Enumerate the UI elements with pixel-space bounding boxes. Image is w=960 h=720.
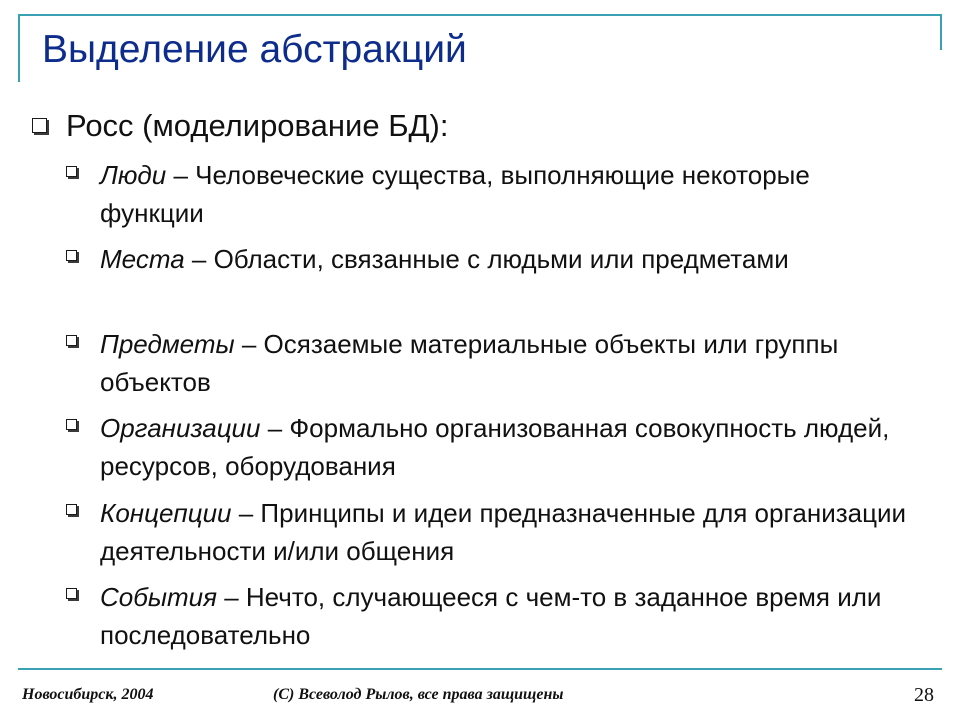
list-item-text — [100, 494, 920, 570]
checkbox-bullet-icon — [66, 419, 77, 430]
list-item-text — [100, 156, 920, 232]
list-item-text — [100, 578, 920, 654]
checkbox-bullet-icon — [66, 250, 77, 261]
item-term: Люди — [100, 160, 167, 190]
item-term: Предметы — [100, 329, 235, 359]
list-item — [0, 578, 930, 658]
footer-copyright: (С) Всеволод Рылов, все права защищены — [273, 686, 564, 703]
footer-location: Новосибирск, 2004 — [22, 686, 154, 703]
checkbox-bullet-icon — [32, 118, 47, 133]
page-number: 28 — [914, 684, 934, 706]
list-item-text — [100, 409, 920, 485]
main-list-item — [22, 104, 922, 152]
item-term: Места — [100, 244, 185, 274]
list-item — [0, 409, 930, 489]
item-description: – Человеческие существа, выполняющие некоторые функции — [100, 160, 810, 228]
item-term: Организации — [100, 413, 261, 443]
list-item-text — [100, 240, 920, 278]
list-item-text — [100, 325, 920, 401]
item-term: Концепции — [100, 498, 232, 528]
list-item — [0, 156, 930, 236]
item-term: События — [100, 582, 217, 612]
item-description: – Формально организованная совокупность людей, ресурсов, оборудования — [100, 413, 890, 481]
item-description: – Области, связанные с людьми или предметами — [184, 244, 789, 274]
list-item — [0, 325, 930, 405]
checkbox-bullet-icon — [66, 335, 77, 346]
footer-divider — [18, 668, 942, 670]
slide-title: Выделение абстракций — [42, 28, 467, 71]
checkbox-bullet-icon — [66, 504, 77, 515]
list-item — [0, 494, 930, 574]
checkbox-bullet-icon — [66, 166, 77, 177]
item-description: – Нечто, случающееся с чем-то в заданное время или последовательно — [100, 582, 882, 650]
item-description: – Принципы и идеи предназначенные для организации деятельности и/или общения — [100, 498, 907, 566]
item-description: – Осязаемые материальные объекты или группы объектов — [100, 329, 839, 397]
list-item — [0, 240, 930, 320]
main-item-text: Росс (моделирование БД): — [66, 108, 449, 143]
checkbox-bullet-icon — [66, 588, 77, 599]
